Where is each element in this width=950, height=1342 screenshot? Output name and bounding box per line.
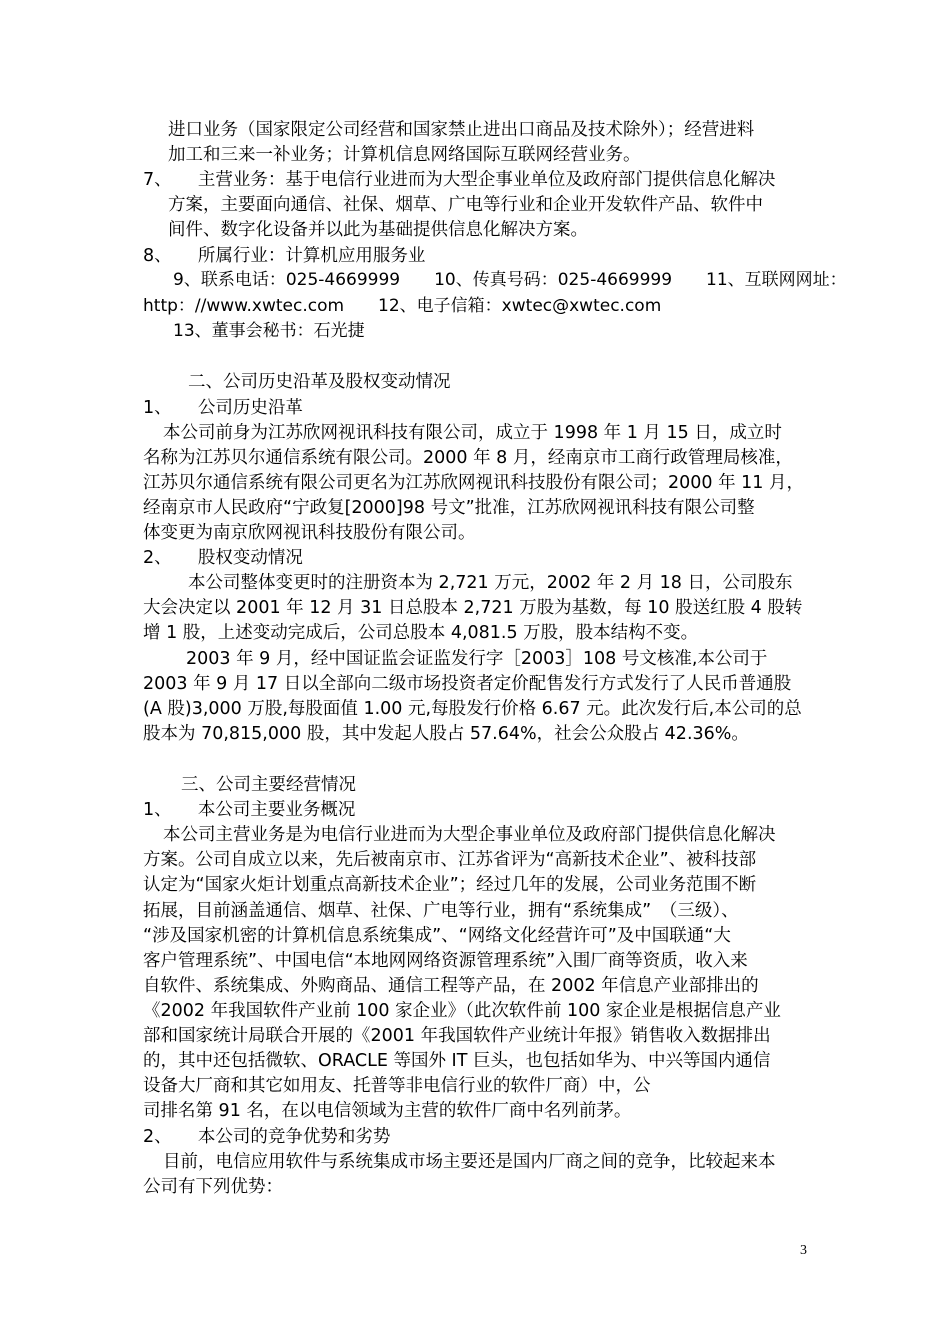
subsection-heading: 1、 公司历史沿革 (143, 398, 303, 418)
text-line: 间件、数字化设备并以此为基础提供信息化解决方案。 (168, 220, 588, 240)
text-line: 本公司主营业务是为电信行业进而为大型企事业单位及政府部门提供信息化解决 (163, 825, 776, 845)
text-line: 方案，主要面向通信、社保、烟草、广电等行业和企业开发软件产品、软件中 (168, 195, 763, 215)
text-line: 2003 年 9 月，经中国证监会证监发行字［2003］108 号文核准,本公司于 (186, 649, 768, 669)
text-line: 股本为 70,815,000 股，其中发起人股占 57.64%，社会公众股占 42.36%。 (143, 724, 749, 744)
text-line: 本公司整体变更时的注册资本为 2,721 万元，2002 年 2 月 18 日，公司股东 (188, 573, 793, 593)
contact-line: http：//www.xwtec.com 12、电子信箱：xwtec@xwtec.com (143, 296, 662, 316)
text-line: 认定为“国家火炬计划重点高新技术企业”；经过几年的发展，公司业务范围不断 (143, 875, 757, 895)
text-line: 的，其中还包括微软、ORACLE 等国外 IT 巨头，也包括如华为、中兴等国内通信 (143, 1051, 771, 1071)
page-number: 3 (800, 1243, 807, 1258)
text-line: 设备大厂商和其它如用友、托普等非电信行业的软件厂商）中，公 (143, 1076, 651, 1096)
text-line: 增 1 股，上述变动完成后，公司总股本 4,081.5 万股，股本结构不变。 (143, 623, 699, 643)
text-line: 江苏贝尔通信系统有限公司更名为江苏欣网视讯科技股份有限公司；2000 年 11 月， (143, 473, 804, 493)
text-line: 7、 主营业务：基于电信行业进而为大型企事业单位及政府部门提供信息化解决 (143, 170, 776, 190)
text-line: 名称为江苏贝尔通信系统有限公司。2000 年 8 月，经南京市工商行政管理局核准， (143, 448, 793, 468)
subsection-heading: 2、 股权变动情况 (143, 548, 303, 568)
subsection-heading: 2、 本公司的竞争优势和劣势 (143, 1127, 391, 1147)
text-line: 2003 年 9 月 17 日以全部向二级市场投资者定价配售发行方式发行了人民币普通股 (143, 674, 792, 694)
text-line: 《2002 年我国软件产业前 100 家企业》（此次软件前 100 家企业是根据信息产业 (143, 1001, 781, 1021)
text-line: 目前，电信应用软件与系统集成市场主要还是国内厂商之间的竞争，比较起来本 (163, 1152, 776, 1172)
text-line: 体变更为南京欣网视讯科技股份有限公司。 (143, 523, 476, 543)
text-line: 部和国家统计局联合开展的《2001 年我国软件产业统计年报》销售收入数据排出 (143, 1026, 771, 1046)
text-line: 大会决定以 2001 年 12 月 31 日总股本 2,721 万股为基数，每 10 股送红股 4 股转 (143, 598, 803, 618)
text-line: 8、 所属行业：计算机应用服务业 (143, 246, 426, 266)
text-line: 经南京市人民政府“宁政复[2000]98 号文”批准，江苏欣网视讯科技有限公司整 (143, 498, 755, 518)
text-line: 本公司前身为江苏欣网视讯科技有限公司，成立于 1998 年 1 月 15 日，成立时 (163, 423, 782, 443)
text-line: 13、董事会秘书：石光捷 (173, 321, 365, 341)
contact-line: 9、联系电话：025-4669999 10、传真号码：025-4669999 11、互联网网址： (173, 270, 847, 290)
section-heading: 三、公司主要经营情况 (181, 775, 356, 795)
text-line: 拓展，目前涵盖通信、烟草、社保、广电等行业，拥有“系统集成” （三级）、 (143, 901, 739, 921)
text-line: 加工和三来一补业务；计算机信息网络国际互联网经营业务。 (168, 145, 641, 165)
section-heading: 二、公司历史沿革及股权变动情况 (188, 372, 451, 392)
text-line: 方案。公司自成立以来，先后被南京市、江苏省评为“高新技术企业”、被科技部 (143, 850, 757, 870)
text-line: 公司有下列优势： (143, 1177, 283, 1197)
text-line: 司排名第 91 名，在以电信领域为主营的软件厂商中名列前茅。 (143, 1101, 632, 1121)
text-line: “涉及国家机密的计算机信息系统集成”、“网络文化经营许可”及中国联通“大 (143, 926, 731, 946)
subsection-heading: 1、 本公司主要业务概况 (143, 800, 356, 820)
text-line: 客户管理系统”、中国电信“本地网网络资源管理系统”入围厂商等资质，收入来 (143, 951, 748, 971)
text-line: 进口业务（国家限定公司经营和国家禁止进出口商品及技术除外）；经营进料 (168, 120, 755, 140)
text-line: 自软件、系统集成、外购商品、通信工程等产品，在 2002 年信息产业部排出的 (143, 976, 759, 996)
text-line: (A 股)3,000 万股,每股面值 1.00 元,每股发行价格 6.67 元。此次发行后,本公司的总 (143, 699, 802, 719)
